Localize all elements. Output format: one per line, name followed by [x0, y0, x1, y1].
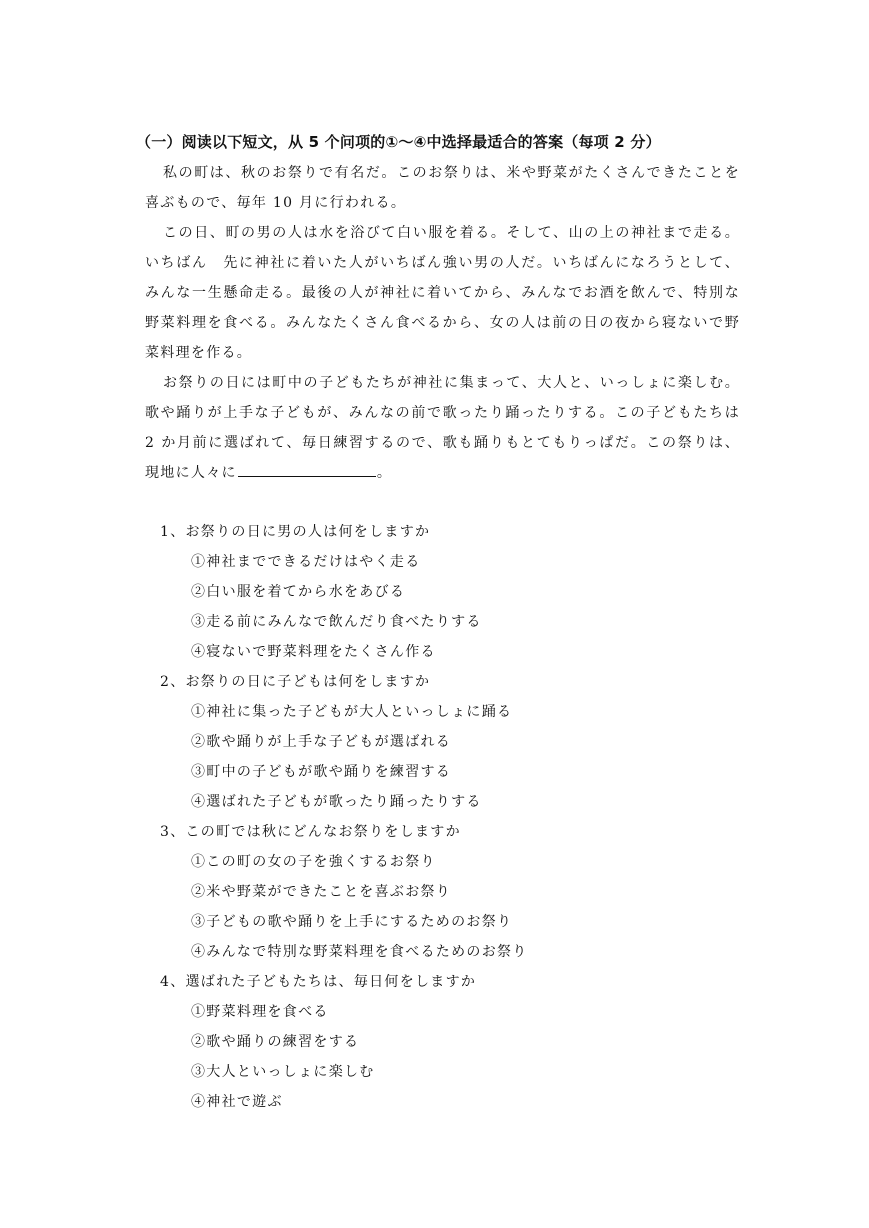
answer-option[interactable]: ②歌や踊りが上手な子どもが選ばれる: [191, 734, 452, 750]
answer-option[interactable]: ②米や野菜ができたことを喜ぶお祭り: [191, 884, 452, 900]
answer-option[interactable]: ③町中の子どもが歌や踊りを練習する: [191, 764, 452, 780]
passage-paragraph-1: 私の町は、秋のお祭りで有名だ。このお祭りは、米や野菜がたくさんできたことを喜ぶもので、毎年 10 月に行われる。: [145, 165, 740, 211]
question-4: [160, 967, 528, 1117]
answer-blank[interactable]: [238, 462, 376, 477]
answer-option[interactable]: ①神社までできるだけはやく走る: [191, 554, 421, 570]
answer-option[interactable]: ②白い服を着てから水をあびる: [191, 584, 406, 600]
passage-paragraph-3: [145, 368, 740, 488]
question-list: [160, 517, 528, 1117]
answer-option[interactable]: ③大人といっしょに楽しむ: [191, 1064, 375, 1080]
question-stem: 4、選ばれた子どもたちは、毎日何をしますか: [160, 974, 477, 990]
answer-option[interactable]: ①神社に集った子どもが大人といっしょに踊る: [191, 704, 513, 720]
answer-option[interactable]: ④寝ないで野菜料理をたくさん作る: [191, 644, 436, 660]
section-heading: （一）阅读以下短文，从 5 个问项的①～④中选择最适合的答案（每项 2 分）: [136, 133, 661, 151]
question-3: [160, 817, 528, 967]
answer-option[interactable]: ③子どもの歌や踊りを上手にするためのお祭り: [191, 914, 513, 930]
passage-paragraph-3-text: お祭りの日には町中の子どもたちが神社に集まって、大人と、いっしょに楽しむ。歌や踊りが上手な子どもが、みんなの前で歌ったり踊ったりする。この子どもたちは 2 か月前に選ばれて、毎日練習するので、歌も踊りもとてもりっぱだ。この祭りは、現地に人々に: [145, 375, 740, 481]
question-stem: 1、お祭りの日に男の人は何をしますか: [160, 524, 431, 540]
question-2: [160, 667, 528, 817]
answer-option[interactable]: ②歌や踊りの練習をする: [191, 1034, 360, 1050]
question-stem: 3、この町では秋にどんなお祭りをしますか: [160, 824, 461, 840]
answer-option[interactable]: ④選ばれた子どもが歌ったり踊ったりする: [191, 794, 482, 810]
answer-option[interactable]: ④神社で遊ぶ: [191, 1094, 283, 1110]
passage-paragraph-2: この日、町の男の人は水を浴びて白い服を着る。そして、山の上の神社まで走る。いちばん 先に神社に着いた人がいちばん強い男の人だ。いちばんになろうとして、みんな一生懸命走る。最後の人が神社に着いてから、みんなでお酒を飲んで、特別な野菜料理を食べる。みんなたくさん食べるから、女の人は前の日の夜から寝ないで野菜料理を作る。: [145, 225, 740, 361]
answer-option[interactable]: ④みんなで特別な野菜料理を食べるためのお祭り: [191, 944, 528, 960]
answer-option[interactable]: ①野菜料理を食べる: [191, 1004, 329, 1020]
question-stem: 2、お祭りの日に子どもは何をしますか: [160, 674, 431, 690]
question-1: [160, 517, 528, 667]
passage-paragraph-3-end: 。: [376, 465, 393, 481]
reading-passage: [145, 158, 740, 488]
answer-option[interactable]: ③走る前にみんなで飲んだり食べたりする: [191, 614, 482, 630]
answer-option[interactable]: ①この町の女の子を強くするお祭り: [191, 854, 436, 870]
